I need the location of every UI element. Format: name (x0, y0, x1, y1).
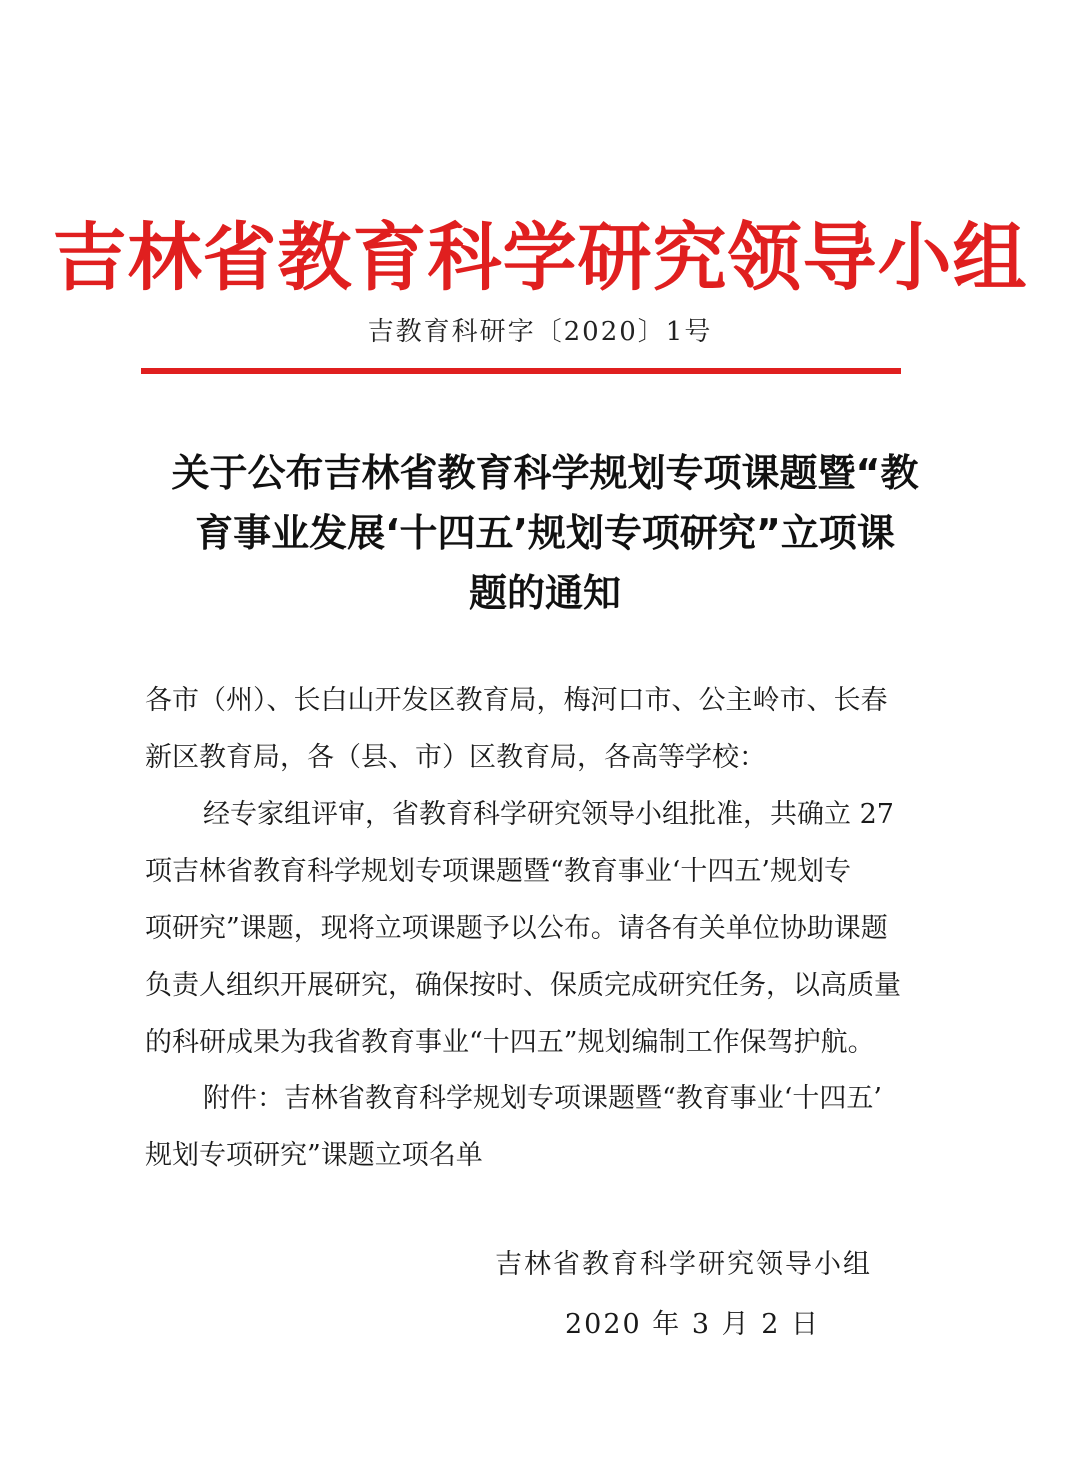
paragraph-line: 负责人组织开展研究，确保按时、保质完成研究任务，以高质量 (145, 970, 901, 1001)
paragraph-line: 项吉林省教育科学规划专项课题暨“教育事业‘十四五’规划专 (145, 856, 851, 887)
issuer-title: 吉林省教育科学研究领导小组 (52, 215, 1028, 301)
red-divider-line (141, 368, 901, 374)
attachment-line: 附件：吉林省教育科学规划专项课题暨“教育事业‘十四五’ (203, 1083, 882, 1114)
notice-title-line: 关于公布吉林省教育科学规划专项课题暨“教 (171, 451, 919, 495)
attachment-note (145, 1070, 950, 1184)
addressee-block (145, 672, 950, 786)
attachment-line: 规划专项研究”课题立项名单 (145, 1140, 483, 1171)
document-number: 吉教育科研字〔2020〕1号 (367, 317, 713, 347)
notice-title-line: 育事业发展‘十四五’规划专项研究”立项课 (195, 511, 895, 555)
addressee-line: 各市（州）、长白山开发区教育局，梅河口市、公主岭市、长春 (145, 685, 888, 716)
paragraph-line: 项研究”课题，现将立项课题予以公布。请各有关单位协助课题 (145, 913, 888, 944)
addressee-line: 新区教育局，各（县、市）区教育局，各高等学校： (145, 742, 766, 773)
signature-organization: 吉林省教育科学研究领导小组 (495, 1249, 872, 1280)
notice-title-line: 题的通知 (468, 571, 621, 615)
notice-title (140, 443, 950, 623)
paragraph-line: 经专家组评审，省教育科学研究领导小组批准，共确立 27 (203, 799, 894, 830)
signature-date: 2020 年 3 月 2 日 (565, 1309, 820, 1340)
main-paragraph (145, 786, 950, 1071)
paragraph-line: 的科研成果为我省教育事业“十四五”规划编制工作保驾护航。 (145, 1027, 875, 1058)
